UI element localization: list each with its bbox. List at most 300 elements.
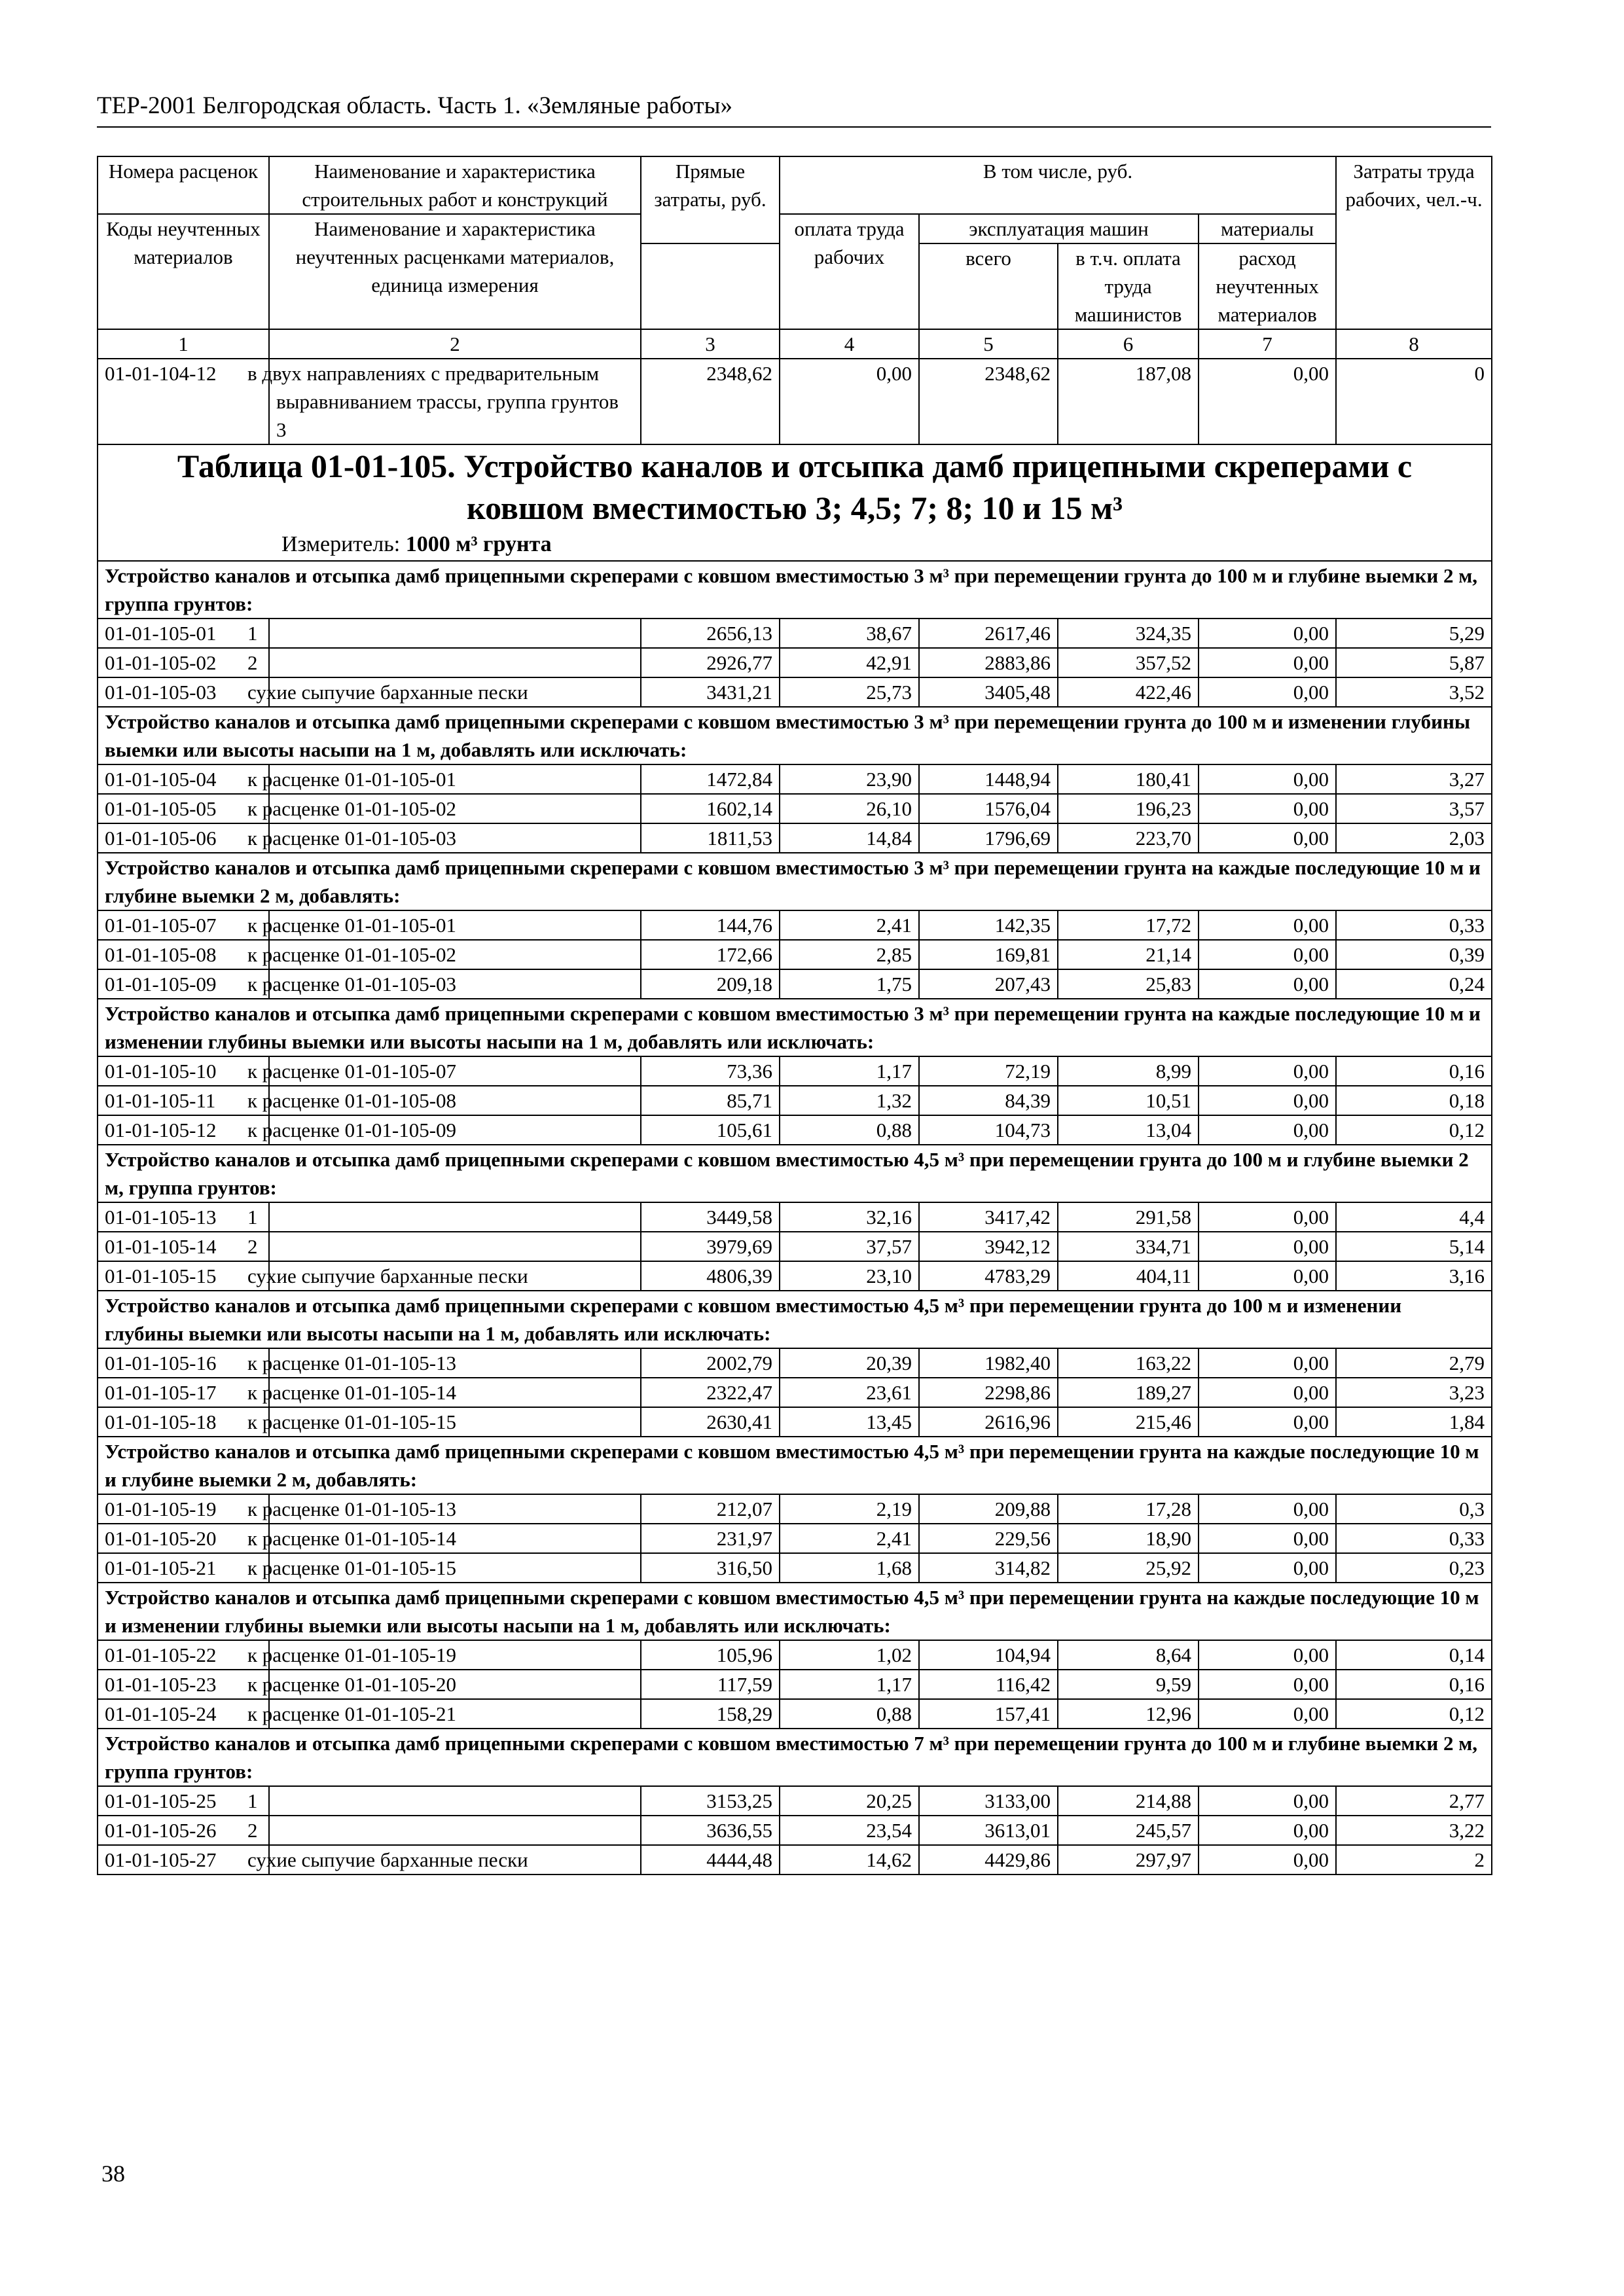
machine-total-value: 2617,46 [919, 619, 1058, 648]
machine-total-value: 157,41 [919, 1699, 1058, 1729]
labor-costs-value: 5,87 [1336, 648, 1492, 677]
header-machine-total: всего [919, 243, 1058, 329]
worker-pay-value: 32,16 [780, 1202, 919, 1232]
worker-pay-value: 2,41 [780, 910, 919, 940]
rate-name: к расценке 01-01-105-20 [269, 1670, 641, 1699]
worker-pay-value: 14,84 [780, 823, 919, 853]
table-title-block [98, 444, 1492, 561]
labor-costs-value: 0,14 [1336, 1640, 1492, 1670]
rate-code: 01-01-105-24 [98, 1699, 269, 1729]
section-header-row [98, 853, 1492, 910]
direct-costs-value: 2630,41 [641, 1407, 780, 1437]
rate-name: 1 [269, 619, 641, 648]
machine-total-value: 116,42 [919, 1670, 1058, 1699]
rate-code: 01-01-105-21 [98, 1553, 269, 1583]
materials-value: 0,00 [1199, 764, 1336, 794]
header-including: В том числе, руб. [780, 156, 1336, 214]
materials-value: 0,00 [1199, 1845, 1336, 1874]
direct-costs-value: 73,36 [641, 1056, 780, 1086]
section-title: Устройство каналов и отсыпка дамб прицепными скреперами с ковшом вместимостью 4,5 м³ при перемещении грунта на каждые последующие 10 м и глубине выемки 2 м, добавлять: [98, 1437, 1492, 1494]
direct-costs-value: 4444,48 [641, 1845, 780, 1874]
labor-costs-value: 5,14 [1336, 1232, 1492, 1261]
header-rate-number: Номера расценок [98, 156, 269, 214]
table-row [98, 1816, 1492, 1845]
rate-name: к расценке 01-01-105-19 [269, 1640, 641, 1670]
table-row [98, 1494, 1492, 1524]
machine-total-value: 314,82 [919, 1553, 1058, 1583]
direct-costs-value: 3153,25 [641, 1786, 780, 1816]
header-materials: материалы [1199, 214, 1336, 243]
rate-name: к расценке 01-01-105-14 [269, 1378, 641, 1407]
labor-costs-value: 2,79 [1336, 1348, 1492, 1378]
labor-costs-value: 0,23 [1336, 1553, 1492, 1583]
section-header-row [98, 561, 1492, 619]
unit-value: 1000 м³ грунта [405, 532, 552, 556]
labor-costs-value: 0 [1336, 359, 1492, 444]
rate-name: к расценке 01-01-105-15 [269, 1407, 641, 1437]
table-row [98, 1845, 1492, 1874]
direct-costs-value: 2002,79 [641, 1348, 780, 1378]
machinist-pay-value: 8,99 [1058, 1056, 1199, 1086]
machinist-pay-value: 324,35 [1058, 619, 1199, 648]
direct-costs-value: 1472,84 [641, 764, 780, 794]
direct-costs-value: 2348,62 [641, 359, 780, 444]
section-title: Устройство каналов и отсыпка дамб прицепными скреперами с ковшом вместимостью 4,5 м³ при перемещении грунта на каждые последующие 10 м и изменении глубины выемки или высоты насыпи на 1 м, добавлять или исключать: [98, 1583, 1492, 1640]
machinist-pay-value: 189,27 [1058, 1378, 1199, 1407]
machinist-pay-value: 25,92 [1058, 1553, 1199, 1583]
materials-value: 0,00 [1199, 1524, 1336, 1553]
materials-value: 0,00 [1199, 940, 1336, 969]
machinist-pay-value: 13,04 [1058, 1115, 1199, 1145]
machinist-pay-value: 180,41 [1058, 764, 1199, 794]
rate-name: к расценке 01-01-105-03 [269, 823, 641, 853]
column-number: 7 [1199, 329, 1336, 359]
rate-name: к расценке 01-01-105-15 [269, 1553, 641, 1583]
machine-total-value: 1448,94 [919, 764, 1058, 794]
labor-costs-value: 2,77 [1336, 1786, 1492, 1816]
worker-pay-value: 1,17 [780, 1056, 919, 1086]
column-number: 8 [1336, 329, 1492, 359]
machine-total-value: 2616,96 [919, 1407, 1058, 1437]
direct-costs-value: 3449,58 [641, 1202, 780, 1232]
machine-total-value: 1796,69 [919, 823, 1058, 853]
direct-costs-value: 2926,77 [641, 648, 780, 677]
machinist-pay-value: 334,71 [1058, 1232, 1199, 1261]
worker-pay-value: 23,10 [780, 1261, 919, 1291]
rate-name: к расценке 01-01-105-21 [269, 1699, 641, 1729]
labor-costs-value: 0,24 [1336, 969, 1492, 999]
header-machinist-pay: в т.ч. оплата труда машинистов [1058, 243, 1199, 329]
worker-pay-value: 2,19 [780, 1494, 919, 1524]
labor-costs-value: 2 [1336, 1845, 1492, 1874]
direct-costs-value: 2322,47 [641, 1378, 780, 1407]
machine-total-value: 229,56 [919, 1524, 1058, 1553]
machinist-pay-value: 9,59 [1058, 1670, 1199, 1699]
direct-costs-value: 1811,53 [641, 823, 780, 853]
materials-value: 0,00 [1199, 794, 1336, 823]
materials-value: 0,00 [1199, 1115, 1336, 1145]
rate-code: 01-01-105-10 [98, 1056, 269, 1086]
materials-value: 0,00 [1199, 1348, 1336, 1378]
table-row [98, 1670, 1492, 1699]
table-row [98, 1524, 1492, 1553]
direct-costs-value: 231,97 [641, 1524, 780, 1553]
machinist-pay-value: 245,57 [1058, 1816, 1199, 1845]
page-header: ТЕР-2001 Белгородская область. Часть 1. «Земляные работы» [97, 92, 1491, 128]
labor-costs-value: 0,33 [1336, 1524, 1492, 1553]
section-header-row [98, 999, 1492, 1056]
header-name-spec: Наименование и характеристика строительных работ и конструкций [269, 156, 641, 214]
table-title: Таблица 01-01-105. Устройство каналов и отсыпка дамб прицепными скреперами с ковшом вместимостью 3; 4,5; 7; 8; 10 и 15 м³ [177, 448, 1413, 526]
machine-total-value: 84,39 [919, 1086, 1058, 1115]
worker-pay-value: 0,88 [780, 1699, 919, 1729]
header-labor-costs: Затраты труда рабочих, чел.-ч. [1336, 156, 1492, 329]
rate-code: 01-01-105-20 [98, 1524, 269, 1553]
machine-total-value: 142,35 [919, 910, 1058, 940]
labor-costs-value: 0,16 [1336, 1670, 1492, 1699]
rates-table [97, 156, 1492, 1875]
section-header-row [98, 707, 1492, 764]
column-number: 6 [1058, 329, 1199, 359]
rate-code: 01-01-105-14 [98, 1232, 269, 1261]
machine-total-value: 209,88 [919, 1494, 1058, 1524]
column-number: 4 [780, 329, 919, 359]
direct-costs-value: 85,71 [641, 1086, 780, 1115]
rate-name: к расценке 01-01-105-13 [269, 1348, 641, 1378]
rate-code: 01-01-105-02 [98, 648, 269, 677]
materials-value: 0,00 [1199, 1261, 1336, 1291]
rate-code: 01-01-105-11 [98, 1086, 269, 1115]
table-row [98, 1407, 1492, 1437]
direct-costs-value: 2656,13 [641, 619, 780, 648]
rate-code: 01-01-105-04 [98, 764, 269, 794]
section-header-row [98, 1437, 1492, 1494]
materials-value: 0,00 [1199, 1232, 1336, 1261]
rate-code: 01-01-105-18 [98, 1407, 269, 1437]
machine-total-value: 2298,86 [919, 1378, 1058, 1407]
materials-value: 0,00 [1199, 969, 1336, 999]
rate-code: 01-01-105-17 [98, 1378, 269, 1407]
machinist-pay-value: 422,46 [1058, 677, 1199, 707]
table-unit [105, 529, 1485, 560]
worker-pay-value: 0,88 [780, 1115, 919, 1145]
machinist-pay-value: 297,97 [1058, 1845, 1199, 1874]
rate-name: к расценке 01-01-105-01 [269, 910, 641, 940]
table-row [98, 1553, 1492, 1583]
direct-costs-value: 117,59 [641, 1670, 780, 1699]
machine-total-value: 3405,48 [919, 677, 1058, 707]
table-row [98, 1786, 1492, 1816]
worker-pay-value: 1,32 [780, 1086, 919, 1115]
materials-value: 0,00 [1199, 1786, 1336, 1816]
labor-costs-value: 0,16 [1336, 1056, 1492, 1086]
worker-pay-value: 2,41 [780, 1524, 919, 1553]
rate-code: 01-01-105-19 [98, 1494, 269, 1524]
machine-total-value: 3942,12 [919, 1232, 1058, 1261]
rate-name: к расценке 01-01-105-01 [269, 764, 641, 794]
page-number: 38 [101, 2161, 125, 2187]
machinist-pay-value: 214,88 [1058, 1786, 1199, 1816]
table-row [98, 677, 1492, 707]
table-row [98, 1640, 1492, 1670]
worker-pay-value: 14,62 [780, 1845, 919, 1874]
table-row [98, 823, 1492, 853]
materials-value: 0,00 [1199, 1086, 1336, 1115]
rate-code: 01-01-104-12 [98, 359, 269, 444]
rate-code: 01-01-105-15 [98, 1261, 269, 1291]
rate-name: к расценке 01-01-105-08 [269, 1086, 641, 1115]
machinist-pay-value: 12,96 [1058, 1699, 1199, 1729]
machine-total-value: 169,81 [919, 940, 1058, 969]
machine-total-value: 1576,04 [919, 794, 1058, 823]
materials-value: 0,00 [1199, 1202, 1336, 1232]
rate-code: 01-01-105-13 [98, 1202, 269, 1232]
rate-code: 01-01-105-22 [98, 1640, 269, 1670]
rate-code: 01-01-105-05 [98, 794, 269, 823]
machinist-pay-value: 187,08 [1058, 359, 1199, 444]
materials-value: 0,00 [1199, 1056, 1336, 1086]
materials-value: 0,00 [1199, 1553, 1336, 1583]
materials-value: 0,00 [1199, 1494, 1336, 1524]
rate-code: 01-01-105-26 [98, 1816, 269, 1845]
rate-name: к расценке 01-01-105-02 [269, 940, 641, 969]
worker-pay-value: 23,90 [780, 764, 919, 794]
machinist-pay-value: 17,28 [1058, 1494, 1199, 1524]
column-number: 5 [919, 329, 1058, 359]
table-row [98, 648, 1492, 677]
direct-costs-value: 3979,69 [641, 1232, 780, 1261]
table-row [98, 1699, 1492, 1729]
worker-pay-value: 20,39 [780, 1348, 919, 1378]
machinist-pay-value: 18,90 [1058, 1524, 1199, 1553]
labor-costs-value: 0,39 [1336, 940, 1492, 969]
table-row [98, 1232, 1492, 1261]
table-row [98, 1378, 1492, 1407]
machinist-pay-value: 215,46 [1058, 1407, 1199, 1437]
worker-pay-value: 1,75 [780, 969, 919, 999]
header-unaccounted-materials-use: расход неучтенных материалов [1199, 243, 1336, 329]
machine-total-value: 104,94 [919, 1640, 1058, 1670]
direct-costs-value: 158,29 [641, 1699, 780, 1729]
section-title: Устройство каналов и отсыпка дамб прицепными скреперами с ковшом вместимостью 4,5 м³ при перемещении грунта до 100 м и изменении глубины выемки или высоты насыпи на 1 м, добавлять или исключать: [98, 1291, 1492, 1348]
section-title: Устройство каналов и отсыпка дамб прицепными скреперами с ковшом вместимостью 3 м³ при перемещении грунта на каждые последующие 10 м и изменении глубины выемки или высоты насыпи на 1 м, добавлять или исключать: [98, 999, 1492, 1056]
column-number: 1 [98, 329, 269, 359]
table-row [98, 764, 1492, 794]
labor-costs-value: 0,12 [1336, 1699, 1492, 1729]
worker-pay-value: 2,85 [780, 940, 919, 969]
section-header-row [98, 1729, 1492, 1786]
table-row [98, 359, 1492, 444]
section-title: Устройство каналов и отсыпка дамб прицепными скреперами с ковшом вместимостью 3 м³ при перемещении грунта до 100 м и изменении глубины выемки или высоты насыпи на 1 м, добавлять или исключать: [98, 707, 1492, 764]
rate-code: 01-01-105-01 [98, 619, 269, 648]
header-unaccounted-names: Наименование и характеристика неучтенных расценками материалов, единица измерения [269, 214, 641, 329]
column-number: 3 [641, 329, 780, 359]
table-row [98, 794, 1492, 823]
rate-code: 01-01-105-23 [98, 1670, 269, 1699]
machinist-pay-value: 357,52 [1058, 648, 1199, 677]
machine-total-value: 3417,42 [919, 1202, 1058, 1232]
direct-costs-value: 316,50 [641, 1553, 780, 1583]
materials-value: 0,00 [1199, 1640, 1336, 1670]
labor-costs-value: 3,52 [1336, 677, 1492, 707]
table-row [98, 619, 1492, 648]
labor-costs-value: 1,84 [1336, 1407, 1492, 1437]
section-header-row [98, 1291, 1492, 1348]
column-number: 2 [269, 329, 641, 359]
labor-costs-value: 0,12 [1336, 1115, 1492, 1145]
labor-costs-value: 0,18 [1336, 1086, 1492, 1115]
header-direct-costs: Прямые затраты, руб. [641, 156, 780, 243]
machinist-pay-value: 8,64 [1058, 1640, 1199, 1670]
header-machine-operation: эксплуатация машин [919, 214, 1199, 243]
worker-pay-value: 37,57 [780, 1232, 919, 1261]
worker-pay-value: 1,68 [780, 1553, 919, 1583]
header-spacer [641, 243, 780, 329]
table-row [98, 1086, 1492, 1115]
machinist-pay-value: 223,70 [1058, 823, 1199, 853]
rate-name: к расценке 01-01-105-03 [269, 969, 641, 999]
worker-pay-value: 13,45 [780, 1407, 919, 1437]
worker-pay-value: 38,67 [780, 619, 919, 648]
materials-value: 0,00 [1199, 1816, 1336, 1845]
rate-code: 01-01-105-03 [98, 677, 269, 707]
direct-costs-value: 144,76 [641, 910, 780, 940]
labor-costs-value: 0,3 [1336, 1494, 1492, 1524]
rate-code: 01-01-105-07 [98, 910, 269, 940]
rate-name: 1 [269, 1786, 641, 1816]
machine-total-value: 2883,86 [919, 648, 1058, 677]
direct-costs-value: 3431,21 [641, 677, 780, 707]
worker-pay-value: 26,10 [780, 794, 919, 823]
rate-name: 1 [269, 1202, 641, 1232]
section-title: Устройство каналов и отсыпка дамб прицепными скреперами с ковшом вместимостью 3 м³ при перемещении грунта на каждые последующие 10 м и глубине выемки 2 м, добавлять: [98, 853, 1492, 910]
direct-costs-value: 209,18 [641, 969, 780, 999]
worker-pay-value: 20,25 [780, 1786, 919, 1816]
direct-costs-value: 4806,39 [641, 1261, 780, 1291]
table-row [98, 1115, 1492, 1145]
materials-value: 0,00 [1199, 1699, 1336, 1729]
machine-total-value: 2348,62 [919, 359, 1058, 444]
direct-costs-value: 105,96 [641, 1640, 780, 1670]
labor-costs-value: 3,27 [1336, 764, 1492, 794]
rate-name: к расценке 01-01-105-13 [269, 1494, 641, 1524]
labor-costs-value: 0,33 [1336, 910, 1492, 940]
machine-total-value: 104,73 [919, 1115, 1058, 1145]
labor-costs-value: 3,16 [1336, 1261, 1492, 1291]
materials-value: 0,00 [1199, 910, 1336, 940]
rate-code: 01-01-105-06 [98, 823, 269, 853]
table-row [98, 1202, 1492, 1232]
section-header-row [98, 1145, 1492, 1202]
direct-costs-value: 172,66 [641, 940, 780, 969]
worker-pay-value: 25,73 [780, 677, 919, 707]
rate-code: 01-01-105-27 [98, 1845, 269, 1874]
worker-pay-value: 42,91 [780, 648, 919, 677]
machine-total-value: 4783,29 [919, 1261, 1058, 1291]
unit-label: Измеритель: [281, 532, 401, 556]
machinist-pay-value: 163,22 [1058, 1348, 1199, 1378]
rate-code: 01-01-105-09 [98, 969, 269, 999]
machine-total-value: 1982,40 [919, 1348, 1058, 1378]
rate-name: к расценке 01-01-105-02 [269, 794, 641, 823]
labor-costs-value: 4,4 [1336, 1202, 1492, 1232]
section-header-row [98, 1583, 1492, 1640]
table-row [98, 910, 1492, 940]
header-worker-pay: оплата труда рабочих [780, 214, 919, 329]
rate-name: к расценке 01-01-105-07 [269, 1056, 641, 1086]
rate-code: 01-01-105-16 [98, 1348, 269, 1378]
machinist-pay-value: 17,72 [1058, 910, 1199, 940]
table-row [98, 940, 1492, 969]
worker-pay-value: 23,61 [780, 1378, 919, 1407]
table-row [98, 969, 1492, 999]
section-title: Устройство каналов и отсыпка дамб прицепными скреперами с ковшом вместимостью 7 м³ при перемещении грунта до 100 м и глубине выемки 2 м, группа грунтов: [98, 1729, 1492, 1786]
machinist-pay-value: 196,23 [1058, 794, 1199, 823]
materials-value: 0,00 [1199, 1670, 1336, 1699]
table-row [98, 1348, 1492, 1378]
machinist-pay-value: 10,51 [1058, 1086, 1199, 1115]
materials-value: 0,00 [1199, 359, 1336, 444]
materials-value: 0,00 [1199, 619, 1336, 648]
labor-costs-value: 2,03 [1336, 823, 1492, 853]
rate-code: 01-01-105-08 [98, 940, 269, 969]
machinist-pay-value: 291,58 [1058, 1202, 1199, 1232]
labor-costs-value: 3,57 [1336, 794, 1492, 823]
machinist-pay-value: 21,14 [1058, 940, 1199, 969]
worker-pay-value: 1,17 [780, 1670, 919, 1699]
section-title: Устройство каналов и отсыпка дамб прицепными скреперами с ковшом вместимостью 3 м³ при перемещении грунта до 100 м и глубине выемки 2 м, группа грунтов: [98, 561, 1492, 619]
machine-total-value: 4429,86 [919, 1845, 1058, 1874]
machine-total-value: 207,43 [919, 969, 1058, 999]
worker-pay-value: 0,00 [780, 359, 919, 444]
rate-name: 2 [269, 648, 641, 677]
direct-costs-value: 1602,14 [641, 794, 780, 823]
worker-pay-value: 23,54 [780, 1816, 919, 1845]
rate-code: 01-01-105-25 [98, 1786, 269, 1816]
rate-name: в двух направлениях с предварительным выравниванием трассы, группа грунтов 3 [269, 359, 641, 444]
materials-value: 0,00 [1199, 677, 1336, 707]
materials-value: 0,00 [1199, 1407, 1336, 1437]
rate-name: к расценке 01-01-105-09 [269, 1115, 641, 1145]
materials-value: 0,00 [1199, 823, 1336, 853]
table-row [98, 1261, 1492, 1291]
labor-costs-value: 3,23 [1336, 1378, 1492, 1407]
worker-pay-value: 1,02 [780, 1640, 919, 1670]
machine-total-value: 3613,01 [919, 1816, 1058, 1845]
section-title: Устройство каналов и отсыпка дамб прицепными скреперами с ковшом вместимостью 4,5 м³ при перемещении грунта до 100 м и глубине выемки 2 м, группа грунтов: [98, 1145, 1492, 1202]
table-row [98, 1056, 1492, 1086]
direct-costs-value: 3636,55 [641, 1816, 780, 1845]
rate-name: сухие сыпучие барханные пески [269, 677, 641, 707]
rate-name: сухие сыпучие барханные пески [269, 1261, 641, 1291]
machine-total-value: 3133,00 [919, 1786, 1058, 1816]
materials-value: 0,00 [1199, 648, 1336, 677]
rate-code: 01-01-105-12 [98, 1115, 269, 1145]
labor-costs-value: 3,22 [1336, 1816, 1492, 1845]
machinist-pay-value: 404,11 [1058, 1261, 1199, 1291]
rate-name: 2 [269, 1816, 641, 1845]
rate-name: к расценке 01-01-105-14 [269, 1524, 641, 1553]
machinist-pay-value: 25,83 [1058, 969, 1199, 999]
rate-name: 2 [269, 1232, 641, 1261]
header-unaccounted-codes: Коды неучтенных материалов [98, 214, 269, 329]
materials-value: 0,00 [1199, 1378, 1336, 1407]
labor-costs-value: 5,29 [1336, 619, 1492, 648]
direct-costs-value: 105,61 [641, 1115, 780, 1145]
direct-costs-value: 212,07 [641, 1494, 780, 1524]
rate-name: сухие сыпучие барханные пески [269, 1845, 641, 1874]
machine-total-value: 72,19 [919, 1056, 1058, 1086]
